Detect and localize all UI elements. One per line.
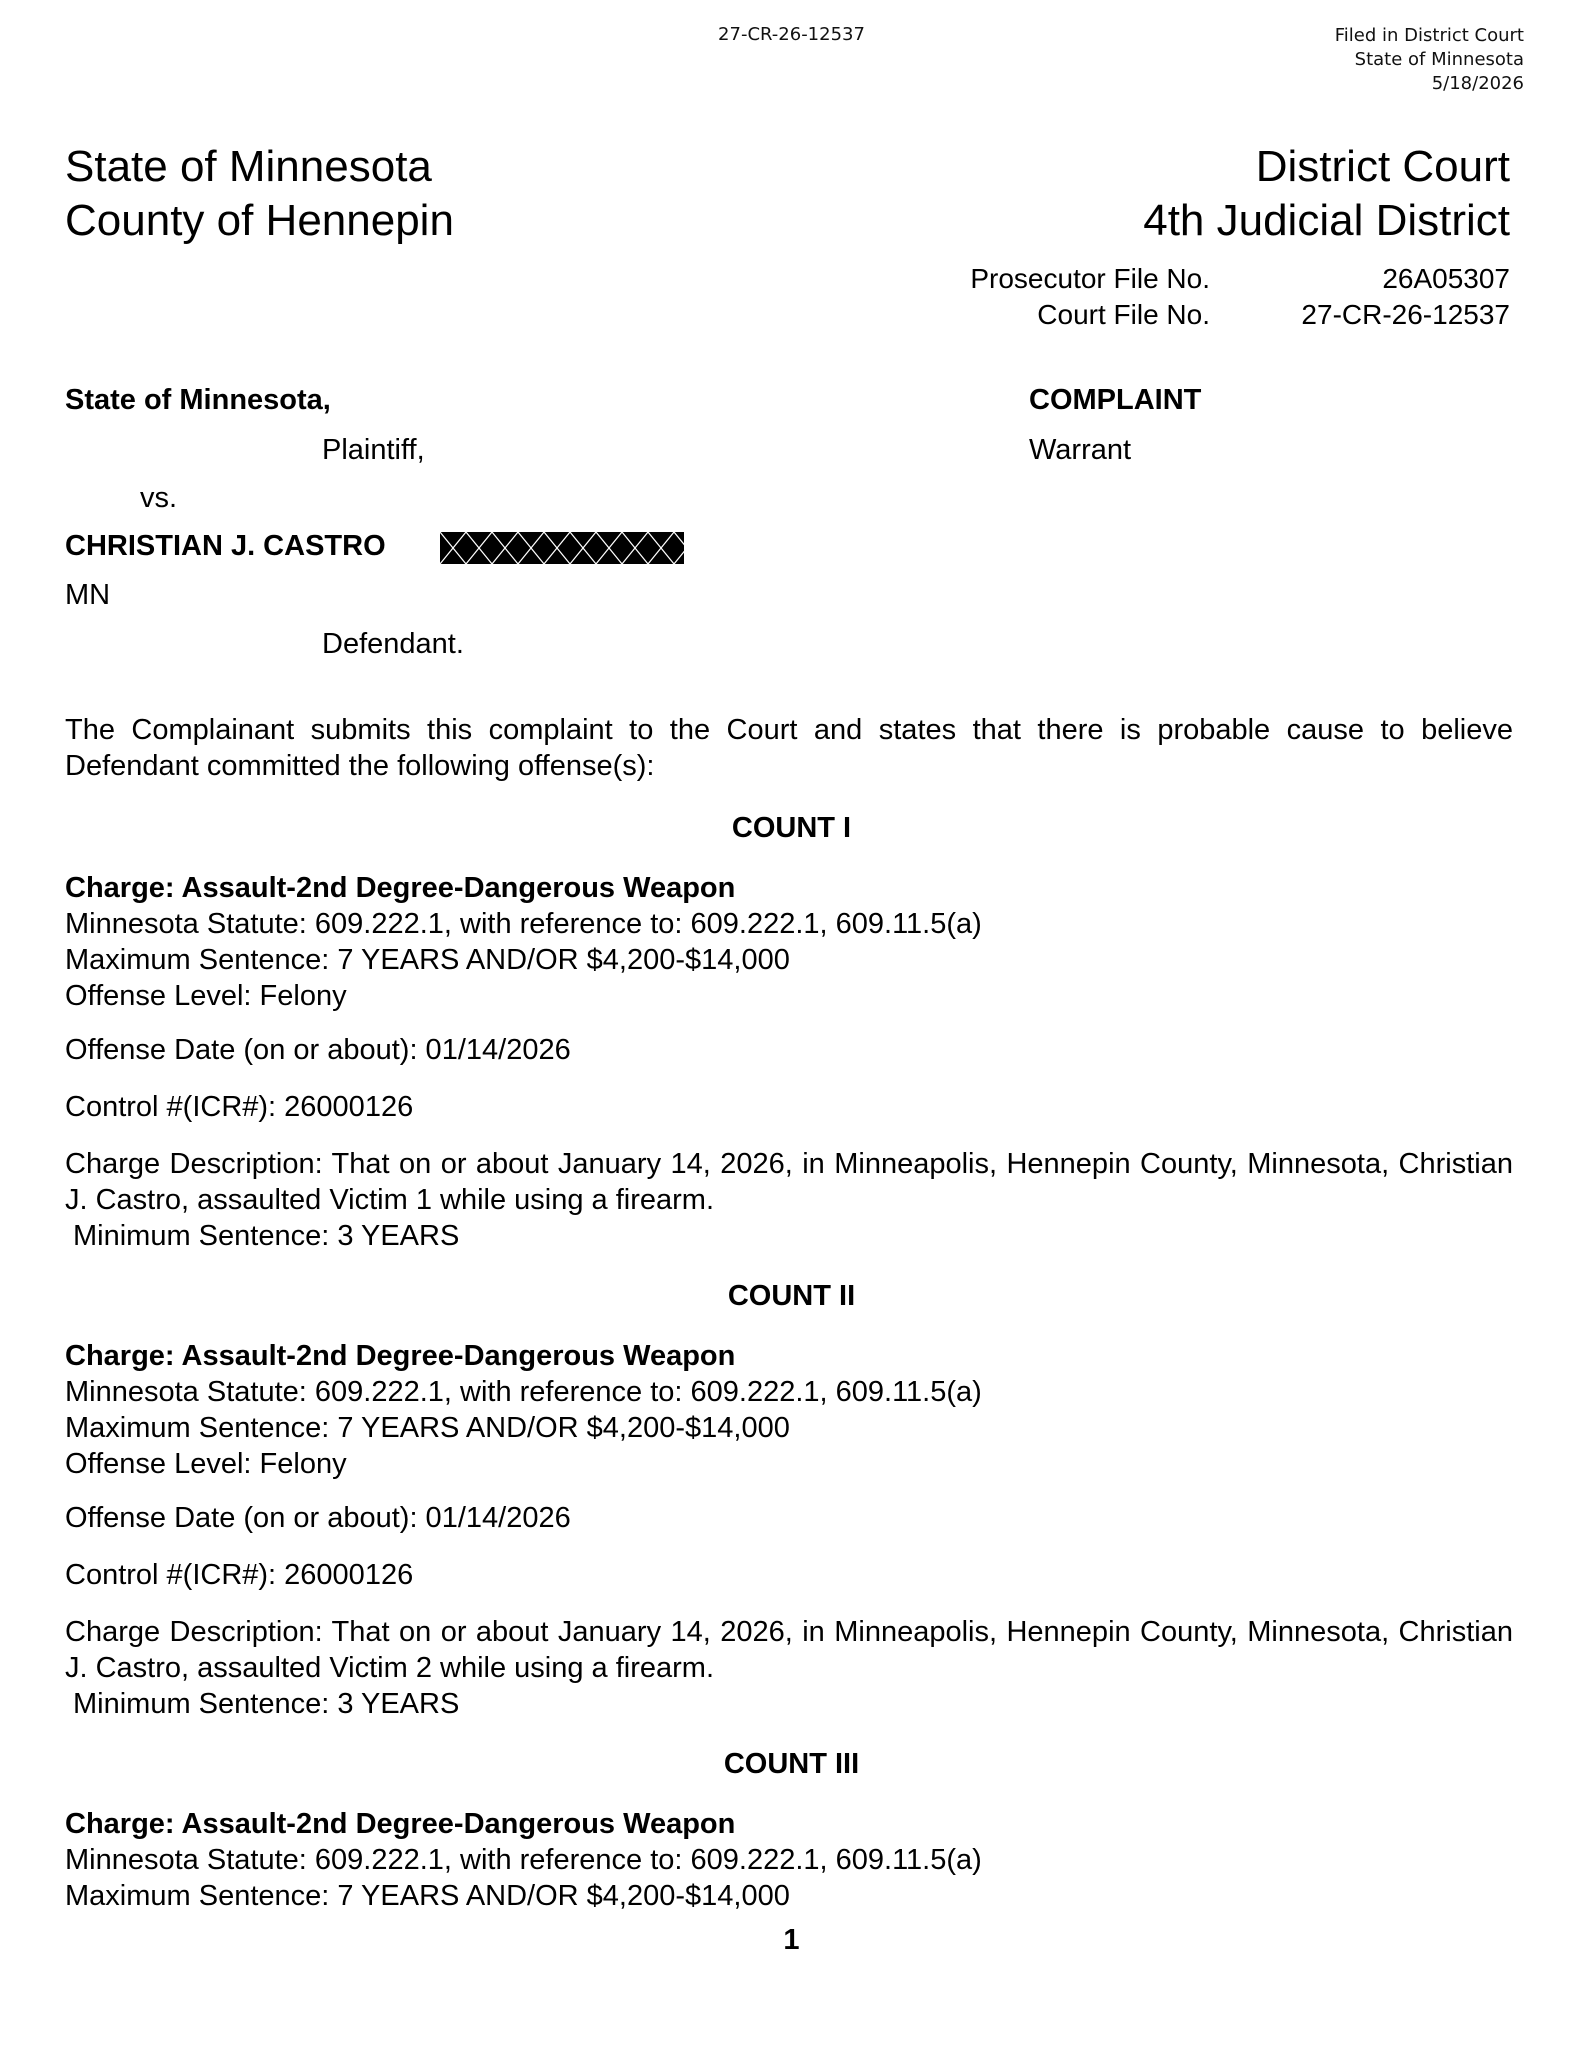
count-2-charge: Charge: Assault-2nd Degree-Dangerous Weapon	[65, 1340, 736, 1372]
page-number: 1	[783, 1924, 800, 1956]
count-1-statute: Minnesota Statute: 609.222.1, with reference to: 609.222.1, 609.11.5(a)	[65, 908, 982, 940]
case-number-stamp: 27-CR-26-12537	[718, 24, 865, 45]
filing-stamp-line2: State of Minnesota	[1354, 49, 1524, 70]
count-2-statute: Minnesota Statute: 609.222.1, with reference to: 609.222.1, 609.11.5(a)	[65, 1376, 982, 1408]
defendant-name: CHRISTIAN J. CASTRO	[65, 530, 386, 562]
plaintiff-role: Plaintiff,	[322, 434, 425, 466]
count-2-max-sentence: Maximum Sentence: 7 YEARS AND/OR $4,200-$14,000	[65, 1412, 790, 1444]
count-1-charge: Charge: Assault-2nd Degree-Dangerous Weapon	[65, 872, 736, 904]
count-2-title: COUNT II	[727, 1280, 856, 1312]
count-2-offense-date: Offense Date (on or about): 01/14/2026	[65, 1502, 571, 1534]
plaintiff-name: State of Minnesota,	[65, 384, 331, 416]
redaction-pattern	[440, 532, 684, 564]
court-file-row	[970, 297, 1510, 333]
count-1-offense-date: Offense Date (on or about): 01/14/2026	[65, 1034, 571, 1066]
prosecutor-file-label: Prosecutor File No.	[970, 263, 1210, 294]
count-1-description-block	[65, 1146, 1513, 1254]
filing-stamp-date: 5/18/2026	[1431, 73, 1524, 94]
jurisdiction-header	[65, 140, 454, 248]
count-1-block	[65, 870, 1513, 1014]
prosecutor-file-value: 26A05307	[1382, 263, 1510, 294]
court-file-label: Court File No.	[1037, 299, 1210, 330]
count-1-description: Charge Description: That on or about January 14, 2026, in Minneapolis, Hennepin County, Minnesota, Christian J. Castro, assaulted Victim 1 while using a firearm.	[65, 1148, 1513, 1216]
count-2-description: Charge Description: That on or about January 14, 2026, in Minneapolis, Hennepin County, Minnesota, Christian J. Castro, assaulted Victim 2 while using a firearm.	[65, 1616, 1513, 1684]
count-3-statute: Minnesota Statute: 609.222.1, with reference to: 609.222.1, 609.11.5(a)	[65, 1844, 982, 1876]
count-2-description-block	[65, 1614, 1513, 1722]
versus-label: vs.	[140, 482, 178, 514]
count-1-max-sentence: Maximum Sentence: 7 YEARS AND/OR $4,200-$14,000	[65, 944, 790, 976]
count-3-charge: Charge: Assault-2nd Degree-Dangerous Weapon	[65, 1808, 736, 1840]
count-3-block	[65, 1806, 1513, 1914]
count-1-control: Control #(ICR#): 26000126	[65, 1091, 414, 1123]
count-1-offense-level: Offense Level: Felony	[65, 980, 347, 1012]
count-2-control: Control #(ICR#): 26000126	[65, 1559, 414, 1591]
filing-stamp	[1335, 24, 1524, 96]
defendant-role: Defendant.	[322, 628, 464, 660]
intro-paragraph: The Complainant submits this complaint to the Court and states that there is probable cause to believe Defendant committed the following offense(s):	[65, 714, 1513, 782]
court-file-value: 27-CR-26-12537	[1301, 299, 1510, 330]
count-1-title: COUNT I	[731, 812, 852, 844]
redaction-block	[440, 532, 684, 564]
court-header	[1143, 140, 1510, 248]
defendant-state: MN	[65, 579, 111, 611]
file-numbers	[970, 261, 1510, 333]
state-heading: State of Minnesota	[65, 142, 432, 191]
document-subtype: Warrant	[1029, 434, 1132, 466]
count-2-min-sentence: Minimum Sentence: 3 YEARS	[73, 1688, 460, 1720]
county-heading: County of Hennepin	[65, 196, 454, 245]
count-2-offense-level: Offense Level: Felony	[65, 1448, 347, 1480]
count-2-block	[65, 1338, 1513, 1482]
count-1-min-sentence: Minimum Sentence: 3 YEARS	[73, 1220, 460, 1252]
prosecutor-file-row	[970, 261, 1510, 297]
count-3-max-sentence: Maximum Sentence: 7 YEARS AND/OR $4,200-$14,000	[65, 1880, 790, 1912]
district-heading: 4th Judicial District	[1143, 196, 1510, 245]
document-type: COMPLAINT	[1029, 384, 1202, 416]
count-3-title: COUNT III	[723, 1748, 860, 1780]
filing-stamp-line1: Filed in District Court	[1334, 25, 1524, 46]
court-heading: District Court	[1255, 142, 1510, 191]
